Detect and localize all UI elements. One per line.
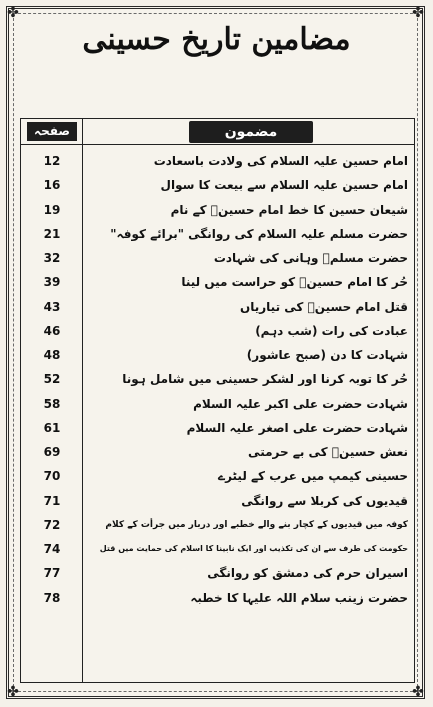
- page-column-header: صفحہ: [27, 122, 77, 141]
- table-row: [21, 198, 414, 222]
- row-topic: حضرت زینب سلام اللہ علیہا کا خطبہ: [190, 590, 408, 605]
- corner-ornament-icon: ✤: [412, 684, 424, 700]
- corner-ornament-icon: ✤: [7, 684, 19, 700]
- row-page-number: 74: [43, 542, 61, 556]
- table-row: [21, 173, 414, 197]
- table-row: [21, 537, 414, 561]
- table-row: [21, 586, 414, 610]
- table-row: [21, 295, 414, 319]
- row-page-number: 70: [43, 469, 61, 484]
- row-page-number: 61: [43, 420, 61, 435]
- row-topic: حضرت مسلمؑ وہانی کی شہادت: [213, 251, 408, 265]
- table-row: [21, 367, 414, 391]
- table-row: [21, 489, 414, 513]
- row-topic: امام حسین علیہ السلام کی ولادت باسعادت: [153, 154, 408, 168]
- table-row: [21, 222, 414, 246]
- row-page-number: 71: [43, 493, 61, 508]
- row-page-number: 21: [43, 226, 61, 241]
- row-topic: شہادت حضرت علی اصغر علیہ السلام: [186, 420, 408, 435]
- row-topic: اسیران حرم کی دمشق کو روانگی: [207, 566, 408, 581]
- table-row: [21, 416, 414, 440]
- row-topic: شہادت حضرت علی اکبر علیہ السلام: [193, 396, 408, 411]
- row-topic: حسینی کیمپ میں عرب کے لیٹرے: [218, 469, 408, 484]
- table-row: [21, 440, 414, 464]
- contents-table: [20, 118, 415, 683]
- row-topic: شیعان حسین کا خط امام حسینؑ کے نام: [170, 202, 408, 217]
- row-topic: قتل امام حسینؑ کی تیاریاں: [240, 299, 408, 314]
- row-page-number: 39: [43, 275, 61, 290]
- row-page-number: 77: [43, 566, 61, 581]
- row-page-number: 19: [43, 202, 61, 217]
- row-topic: حُر کا امام حسینؑ کو حراست میں لینا: [181, 275, 408, 290]
- row-page-number: 69: [43, 445, 61, 459]
- row-page-number: 12: [43, 154, 61, 168]
- row-topic: حضرت مسلم علیہ السلام کی روانگی "برائے کوفہ": [110, 226, 408, 241]
- row-page-number: 78: [43, 590, 61, 605]
- table-row: [21, 270, 414, 294]
- row-page-number: 72: [43, 517, 61, 532]
- table-row: [21, 343, 414, 367]
- row-page-number: 43: [43, 299, 61, 314]
- row-page-number: 16: [43, 178, 61, 193]
- topic-column-header: مضمون: [189, 121, 313, 143]
- row-page-number: 46: [43, 323, 61, 338]
- row-topic: قیدیوں کی کربلا سے روانگی: [241, 493, 408, 508]
- row-page-number: 58: [43, 396, 61, 411]
- contents-rows: [21, 149, 414, 610]
- row-topic: شہادت کا دن (صبح عاشور): [246, 348, 408, 362]
- row-topic: کوفہ میں قیدیوں کے کچار بنے والے خطبے اور دربار میں جرأت کے کلام: [105, 519, 408, 530]
- table-row: [21, 561, 414, 585]
- table-row: [21, 392, 414, 416]
- row-page-number: 52: [43, 372, 61, 387]
- row-topic: نعش حسینؑ کی بے حرمتی: [248, 445, 408, 459]
- row-topic: حُر کا توبہ کرنا اور لشکر حسینی میں شامل ہونا: [122, 372, 408, 387]
- row-topic: حکومت کی طرف سے ان کی تکذیب اور ایک نابینا کا اسلام کی حمایت میں قتل: [99, 544, 408, 553]
- page-title: مضامین تاریخ حسینی: [82, 22, 351, 57]
- table-row: [21, 149, 414, 173]
- row-topic: عبادت کی رات (شب دہم): [255, 323, 408, 338]
- row-page-number: 32: [43, 251, 61, 265]
- row-topic: امام حسین علیہ السلام سے بیعت کا سوال: [160, 178, 408, 193]
- corner-ornament-icon: ✤: [412, 5, 424, 21]
- table-row: [21, 246, 414, 270]
- row-page-number: 48: [43, 348, 61, 362]
- corner-ornament-icon: ✤: [7, 5, 19, 21]
- table-row: [21, 513, 414, 537]
- table-row: [21, 464, 414, 488]
- table-header: [21, 119, 414, 145]
- table-row: [21, 319, 414, 343]
